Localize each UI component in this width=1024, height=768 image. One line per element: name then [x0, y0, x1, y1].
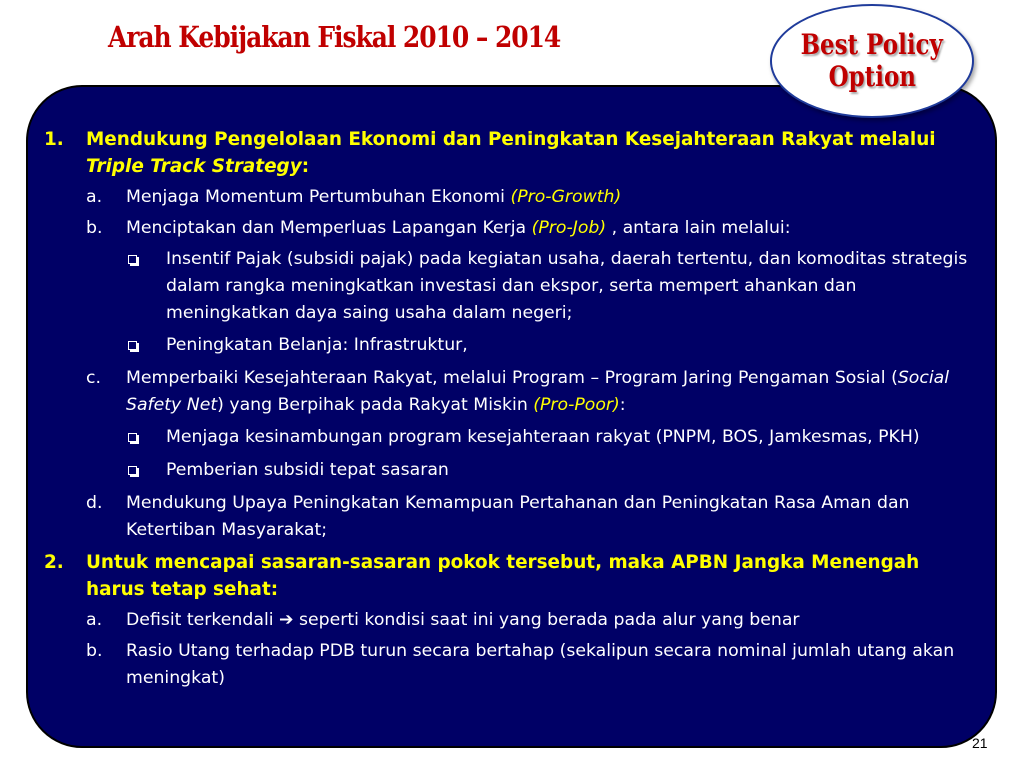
item-tag: (Pro-Growth): [510, 187, 622, 207]
list-item-2b: [44, 638, 979, 692]
item-tag: (Pro-Job): [531, 218, 607, 238]
checkbox-bullet-icon: [44, 246, 166, 327]
badge-line2: Option: [828, 60, 916, 93]
list-item-2: [44, 549, 979, 603]
item-letter: d.: [86, 493, 103, 513]
content-list: [44, 126, 979, 692]
item-number: 1.: [44, 129, 64, 150]
list-item-1b: [44, 215, 979, 242]
checkbox-bullet-icon: [44, 457, 166, 485]
item-text: Untuk mencapai sasaran-sasaran pokok tersebut, maka APBN Jangka Menengah harus tetap sehat:: [86, 552, 920, 600]
item-text: Rasio Utang terhadap PDB turun secara bertahap (sekalipun secara nominal jumlah utang akan meningkat): [126, 641, 955, 688]
bullet-text: Peningkatan Belanja: Infrastruktur,: [166, 335, 468, 355]
item-text-end: :: [301, 156, 310, 177]
item-text-mid: ) yang Berpihak pada Rakyat Miskin: [217, 395, 534, 415]
item-text: Mendukung Upaya Peningkatan Kemampuan Pertahanan dan Peningkatan Rasa Aman dan Ketertiban Masyarakat;: [126, 493, 910, 540]
list-item-1d: [44, 490, 979, 544]
item-letter: a.: [86, 610, 103, 630]
item-text: Defisit terkendali: [126, 610, 280, 630]
item-text: Menjaga Momentum Pertumbuhan Ekonomi: [126, 187, 511, 207]
checkbox-bullet-icon: [44, 424, 166, 452]
badge-line1: Best Policy: [800, 28, 944, 61]
checkbox-bullet-icon: [44, 332, 166, 360]
item-text: Menciptakan dan Memperluas Lapangan Kerja: [126, 218, 532, 238]
list-item-1c: [44, 365, 979, 419]
bullet-text: Pemberian subsidi tepat sasaran: [166, 460, 449, 480]
item-text-end: seperti kondisi saat ini yang berada pada alur yang benar: [293, 610, 800, 630]
list-item-1a: [44, 184, 979, 211]
list-item-1: [44, 126, 979, 180]
item-letter: b.: [86, 218, 103, 238]
item-emphasis: Triple Track Strategy: [86, 156, 302, 177]
item-tail: , antara lain melalui:: [606, 218, 791, 238]
page-number: 21: [972, 735, 988, 751]
item-text: Memperbaiki Kesejahteraan Rakyat, melalui Program – Program Jaring Pengaman Sosial (: [126, 368, 898, 388]
best-policy-badge: [770, 4, 974, 118]
item-text: Mendukung Pengelolaan Ekonomi dan Peningkatan Kesejahteraan Rakyat melalui: [86, 129, 936, 150]
bullet-item: [44, 332, 979, 360]
right-arrow-icon: ➔: [279, 610, 294, 630]
bullet-item: [44, 246, 979, 327]
item-letter: b.: [86, 641, 103, 661]
bullet-item: [44, 457, 979, 485]
bullet-item: [44, 424, 979, 452]
item-letter: a.: [86, 187, 103, 207]
bullet-text: Menjaga kesinambungan program kesejahteraan rakyat (PNPM, BOS, Jamkesmas, PKH): [166, 427, 920, 447]
item-number: 2.: [44, 552, 64, 573]
item-emphasis: Social Safety Net: [126, 368, 950, 415]
bullet-text: Insentif Pajak (subsidi pajak) pada kegiatan usaha, daerah tertentu, dan komoditas strategis dalam rangka meningkatkan investasi dan ekspor, serta mempert ahankan dan meningkatkan daya saing usaha dalam negeri;: [166, 249, 968, 323]
item-tail: :: [619, 395, 626, 415]
item-letter: c.: [86, 368, 101, 388]
list-item-2a: [44, 607, 979, 634]
slide-title: Arah Kebijakan Fiskal 2010 – 2014: [108, 20, 561, 54]
item-tag: (Pro-Poor): [533, 395, 620, 415]
